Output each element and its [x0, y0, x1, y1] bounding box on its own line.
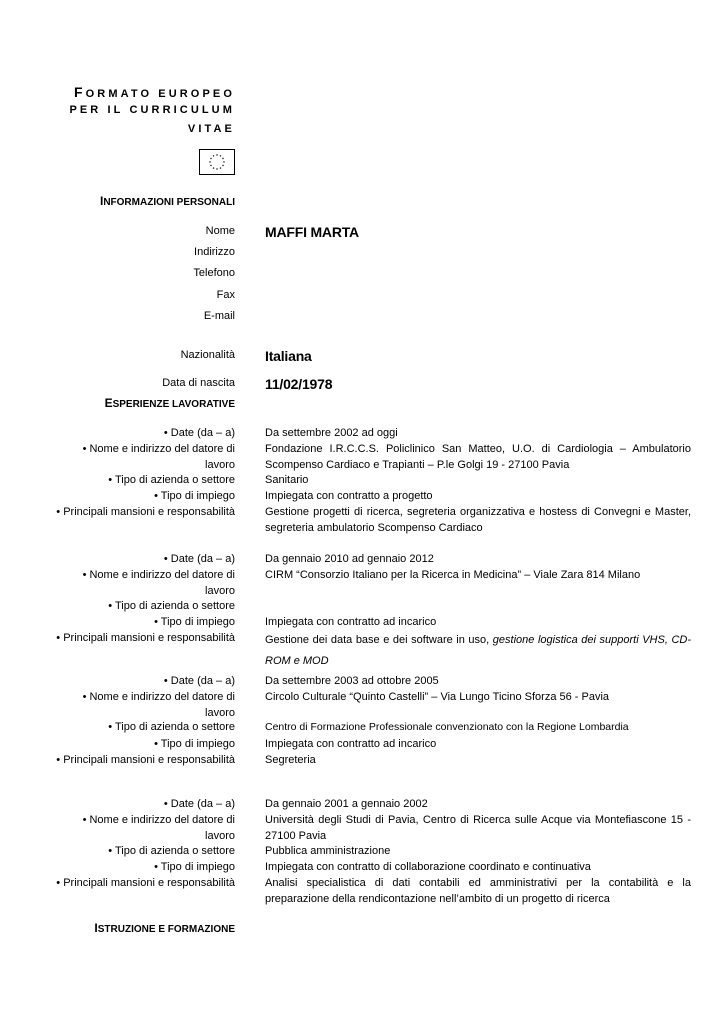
- entry-sector: Sanitario: [265, 474, 309, 486]
- entry-job-type: Impiegata con contratto ad incarico: [265, 738, 437, 750]
- job-type-label: • Tipo di impiego: [154, 616, 235, 628]
- sector-label: • Tipo di azienda o settore: [108, 474, 235, 486]
- email-label: E-mail: [203, 310, 235, 322]
- cv-format-title-line2: PER IL CURRICULUM: [69, 104, 235, 116]
- duties-label: • Principali mansioni e responsabilità: [56, 506, 235, 518]
- dates-label: • Date (da – a): [163, 675, 235, 687]
- section-title-work-experience: ESPERIENZE LAVORATIVE: [104, 396, 235, 410]
- duties-label: • Principali mansioni e responsabilità: [56, 754, 235, 766]
- entry-duties: Analisi specialistica di dati contabili ed amministrativi per la contabilità e la preparazione della rendicontazione nell’ambito di un progetto di ricerca: [265, 877, 691, 905]
- sector-label: • Tipo di azienda o settore: [108, 845, 235, 857]
- cv-format-title-line3: VITAE: [187, 123, 235, 135]
- employer-label: • Nome e indirizzo del datore di lavoro: [82, 691, 235, 719]
- address-label: Indirizzo: [194, 246, 235, 258]
- name-value: MAFFI MARTA: [265, 224, 359, 240]
- cv-format-title-line1: FORMATO EUROPEO: [74, 84, 235, 100]
- dates-label: • Date (da – a): [163, 553, 235, 565]
- entry-dates: Da settembre 2003 ad ottobre 2005: [265, 675, 439, 687]
- job-type-label: • Tipo di impiego: [154, 738, 235, 750]
- section-title-education: ISTRUZIONE E FORMAZIONE: [94, 921, 235, 935]
- entry-employer: Fondazione I.R.C.C.S. Policlinico San Matteo, U.O. di Cardiologia – Ambulatorio Scompenso Cardiaco e Trapianti – P.le Golgi 19 - 27100 Pavia: [265, 443, 691, 471]
- fax-label: Fax: [216, 289, 235, 301]
- phone-label: Telefono: [193, 267, 235, 279]
- dates-label: • Date (da – a): [163, 427, 235, 439]
- birth-date-label: Data di nascita: [162, 377, 235, 389]
- entry-dates: Da gennaio 2010 ad gennaio 2012: [265, 553, 434, 565]
- employer-label: • Nome e indirizzo del datore di lavoro: [82, 443, 235, 471]
- entry-duties: Gestione dei data base e dei software in uso, gestione logistica dei supporti VHS, CD-ROM e MOD: [265, 634, 691, 667]
- entry-dates: Da gennaio 2001 a gennaio 2002: [265, 798, 428, 810]
- entry-sector: Pubblica amministrazione: [265, 845, 391, 857]
- dates-label: • Date (da – a): [163, 798, 235, 810]
- sector-label: • Tipo di azienda o settore: [108, 721, 235, 733]
- job-type-label: • Tipo di impiego: [154, 861, 235, 873]
- employer-label: • Nome e indirizzo del datore di lavoro: [82, 569, 235, 597]
- entry-employer: Circolo Culturale “Quinto Castelli” – Via Lungo Ticino Sforza 56 - Pavia: [265, 691, 610, 703]
- entry-sector: Centro di Formazione Professionale convenzionato con la Regione Lombardia: [265, 721, 629, 733]
- entry-employer: Università degli Studi di Pavia, Centro di Ricerca sulle Acque via Montefiascone 15 - 27100 Pavia: [265, 814, 691, 842]
- entry-job-type: Impiegata con contratto di collaborazione coordinato e continuativa: [265, 861, 591, 873]
- entry-job-type: Impiegata con contratto ad incarico: [265, 616, 437, 628]
- employer-label: • Nome e indirizzo del datore di lavoro: [82, 814, 235, 842]
- sector-label: • Tipo di azienda o settore: [108, 600, 235, 612]
- nationality-value: Italiana: [265, 348, 312, 364]
- section-title-personal-info: INFORMAZIONI PERSONALI: [99, 194, 235, 208]
- name-label: Nome: [205, 225, 235, 237]
- entry-duties: Gestione progetti di ricerca, segreteria organizzativa e hostess di Convegni e Master, segreteria ambulatorio Scompenso Cardiaco: [265, 506, 691, 534]
- duties-label: • Principali mansioni e responsabilità: [56, 877, 235, 889]
- job-type-label: • Tipo di impiego: [154, 490, 235, 502]
- eu-flag-icon: [199, 149, 235, 175]
- entry-duties: Segreteria: [265, 754, 316, 766]
- duties-label: • Principali mansioni e responsabilità: [56, 632, 235, 644]
- entry-job-type: Impiegata con contratto a progetto: [265, 490, 433, 502]
- birth-date-value: 11/02/1978: [265, 376, 333, 392]
- nationality-label: Nazionalità: [180, 349, 235, 361]
- entry-employer: CIRM “Consorzio Italiano per la Ricerca in Medicina” – Viale Zara 814 Milano: [265, 569, 641, 581]
- entry-dates: Da settembre 2002 ad oggi: [265, 427, 398, 439]
